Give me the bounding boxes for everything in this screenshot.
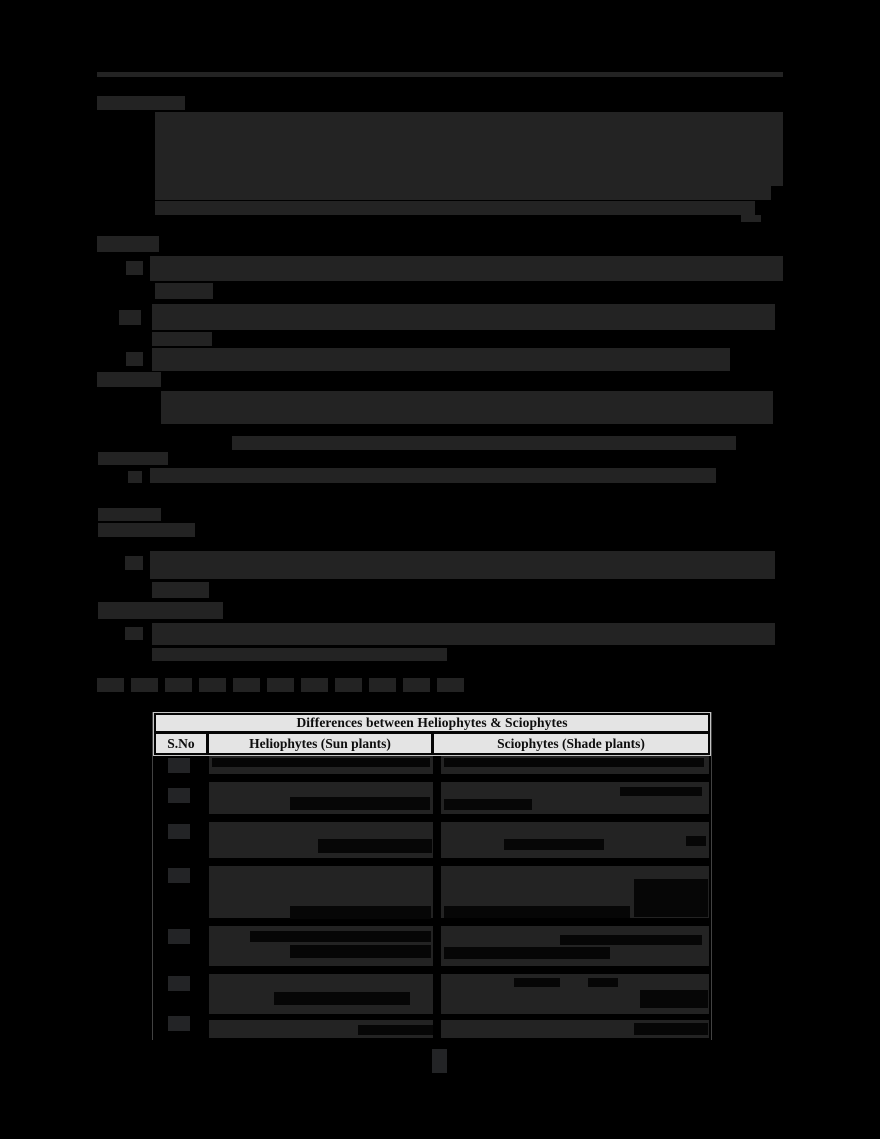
redacted-list-line	[150, 256, 783, 281]
table-header-block	[153, 712, 711, 756]
redacted-section-heading	[98, 508, 161, 521]
table-body-frame	[152, 712, 712, 1040]
column-header-heliophytes: Heliophytes (Sun plants)	[209, 734, 431, 753]
redacted-table-lead-line	[97, 678, 465, 692]
redacted-section-heading	[98, 452, 168, 465]
redacted-paragraph	[155, 112, 783, 186]
redacted-list-line	[152, 348, 730, 371]
table-title: Differences between Heliophytes & Sciophytes	[156, 715, 708, 731]
differences-table	[153, 712, 711, 1040]
redacted-list-line	[155, 283, 213, 299]
redacted-section-heading	[98, 523, 195, 537]
redacted-list-number	[126, 352, 143, 366]
column-header-sno: S.No	[156, 734, 206, 753]
redacted-list-line	[150, 551, 775, 579]
redacted-list-line	[150, 468, 716, 483]
redacted-list-line	[152, 332, 212, 346]
redacted-paragraph-tail	[741, 215, 761, 222]
redacted-list-number	[119, 310, 141, 325]
redacted-list-line	[152, 623, 775, 645]
redacted-section-heading	[97, 236, 159, 252]
redacted-list-number	[125, 627, 143, 640]
redacted-paragraph	[161, 391, 773, 424]
redacted-section-heading	[97, 96, 185, 110]
redacted-section-heading	[98, 602, 223, 619]
redacted-paragraph-line	[155, 186, 771, 200]
redacted-list-number	[125, 556, 143, 570]
redacted-list-number	[128, 471, 142, 483]
redacted-paragraph-line	[155, 201, 755, 215]
redacted-list-line	[152, 582, 209, 598]
redacted-list-number	[126, 261, 143, 275]
redacted-section-heading	[97, 372, 161, 387]
redacted-paragraph-line	[232, 436, 736, 450]
table-column-headers	[156, 734, 708, 753]
redacted-top-rule	[97, 72, 783, 77]
redacted-page-number-mark	[432, 1049, 447, 1073]
redacted-list-line	[152, 304, 775, 330]
redacted-list-line	[152, 648, 447, 661]
column-header-sciophytes: Sciophytes (Shade plants)	[434, 734, 708, 753]
